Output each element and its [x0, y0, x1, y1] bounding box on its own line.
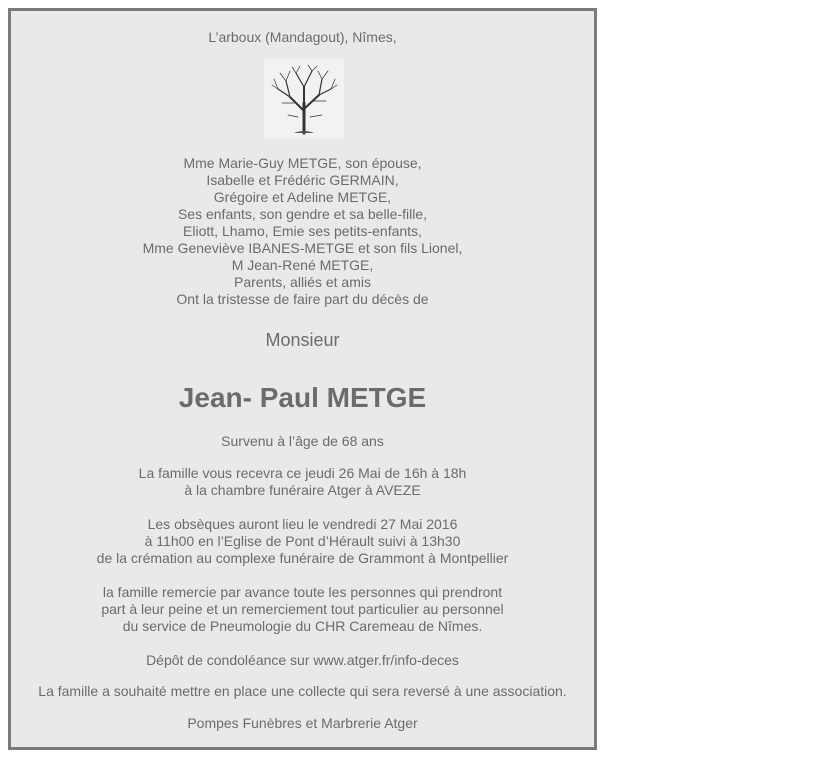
funeral-home-signature: Pompes Funèbres et Marbrerie Atger [187, 715, 418, 731]
thanks-line: la famille remercie par avance toute les personnes qui prendront [102, 584, 503, 600]
deceased-title: Monsieur [265, 330, 340, 350]
family-line: Ses enfants, son gendre et sa belle-fille, [177, 206, 428, 222]
family-line: Grégoire et Adeline METGE, [213, 189, 392, 205]
age-line: Survenu à l’âge de 68 ans [221, 433, 384, 449]
funeral-info [11, 516, 594, 567]
funeral-line: Les obsèques auront lieu le vendredi 27 Mai 2016 [147, 516, 458, 532]
family-line: Mme Marie-Guy METGE, son épouse, [183, 155, 422, 171]
funeral-line: à 11h00 en l’Eglise de Pont d’Hérault suivi à 13h30 [144, 533, 461, 549]
funeral-line: de la crémation au complexe funéraire de Grammont à Montpellier [96, 550, 509, 566]
collect-line: La famille a souhaité mettre en place une collecte qui sera reversé à une association. [38, 683, 567, 699]
thanks-line: du service de Pneumologie du CHR Caremeau de Nîmes. [122, 618, 483, 634]
reception-line: à la chambre funéraire Atger à AVEZE [184, 482, 421, 498]
family-line: Parents, alliés et amis [234, 274, 371, 290]
family-line: Ont la tristesse de faire part du décès de [176, 291, 429, 307]
family-line: Isabelle et Frédéric GERMAIN, [206, 172, 399, 188]
thanks-line: part à leur peine et un remerciement tout particulier au personnel [101, 601, 504, 617]
family-line: M Jean-René METGE, [231, 257, 374, 273]
thanks-message [11, 584, 594, 635]
family-line: Eliott, Lhamo, Emie ses petits-enfants, [183, 223, 422, 239]
deceased-name: Jean- Paul METGE [178, 382, 427, 413]
condolence-line: Dépôt de condoléance sur www.atger.fr/info-deces [146, 652, 459, 668]
obituary-notice [8, 8, 597, 750]
tree-icon [264, 59, 344, 139]
family-line: Mme Geneviève IBANES-METGE et son fils Lionel, [142, 240, 463, 256]
reception-line: La famille vous recevra ce jeudi 26 Mai de 16h à 18h [138, 465, 467, 481]
reception-info [11, 465, 594, 499]
location-line: L’arboux (Mandagout), Nîmes, [208, 29, 397, 45]
family-list [11, 155, 594, 308]
